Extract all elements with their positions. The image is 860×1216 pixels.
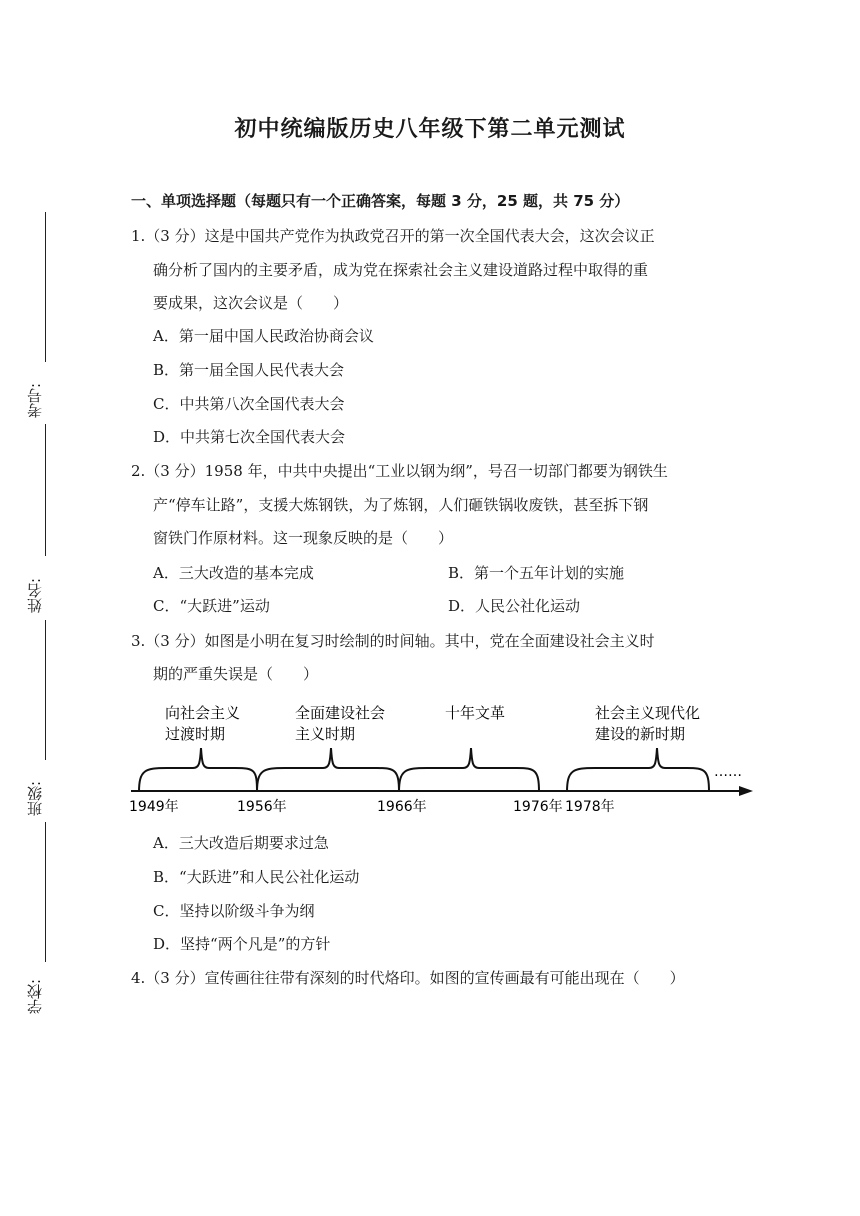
timeline-figure [127,692,757,822]
timeline-period-label: 向社会主义 [165,704,241,722]
question-1-text: 要成果，这次会议是（ ） [153,294,349,312]
timeline-period-label: 全面建设社会 [295,704,386,722]
question-2-text: 2.（3 分）1958 年，中共中央提出“工业以钢为纲”，号召一切部门都要为钢铁生 [131,462,668,480]
question-2-text: 窗铁门作原材料。这一现象反映的是（ ） [153,529,454,547]
timeline-brace [139,748,257,792]
margin-line [45,822,46,962]
question-3-option-b: B．“大跃进”和人民公社化运动 [153,868,360,886]
margin-line [45,620,46,760]
question-3-option-a: A．三大改造后期要求过急 [153,834,329,852]
question-3-text: 期的严重失误是（ ） [153,665,319,683]
timeline-year-label: 1976年 [513,799,563,815]
question-1-text: 1.（3 分）这是中国共产党作为执政党召开的第一次全国代表大会，这次会议正 [131,227,655,245]
question-3-option-d: D．坚持“两个凡是”的方针 [153,935,331,953]
timeline-period-label: 建设的新时期 [595,725,686,743]
timeline-period-label: 十年文革 [445,704,506,722]
banji-label: 班级: [26,780,44,816]
question-2-option-d: D．人民公社化运动 [448,597,581,615]
timeline-ellipsis: …… [714,764,742,780]
question-1-option-c: C．中共第八次全国代表大会 [153,395,345,413]
timeline-year-label: 1966年 [377,799,427,815]
timeline-period-label: 社会主义现代化 [595,704,701,722]
xingming-label: 姓名: [26,577,44,613]
question-2-text: 产“停车让路”，支援大炼钢铁，为了炼钢，人们砸铁锅收废铁，甚至拆下钢 [153,496,649,514]
timeline-period-label: 过渡时期 [165,725,226,743]
question-1-option-b: B．第一届全国人民代表大会 [153,361,345,379]
question-2-option-c: C．“大跃进”运动 [153,597,270,615]
question-1-text: 确分析了国内的主要矛盾，成为党在探索社会主义建设道路过程中取得的重 [153,261,649,279]
timeline-year-label: 1978年 [565,799,615,815]
timeline-year-label: 1949年 [129,799,179,815]
question-1-option-d: D．中共第七次全国代表大会 [153,428,346,446]
question-2-option-a: A．三大改造的基本完成 [153,564,314,582]
question-3-text: 3.（3 分）如图是小明在复习时绘制的时间轴。其中，党在全面建设社会主义时 [131,632,655,650]
question-2-option-b: B．第一个五年计划的实施 [448,564,625,582]
margin-line [45,212,46,362]
section-heading: 一、单项选择题（每题只有一个正确答案，每题 3 分，25 题，共 75 分） [131,192,630,210]
timeline-brace [567,748,709,792]
margin-line [45,424,46,556]
timeline-brace [399,748,539,792]
xuexiao-label: 学校: [26,978,44,1014]
page-title: 初中统编版历史八年级下第二单元测试 [234,117,626,142]
timeline-year-label: 1956年 [237,799,287,815]
kaohao-label: 考号: [26,382,44,418]
timeline-arrowhead [739,786,753,796]
question-3-option-c: C．坚持以阶级斗争为纲 [153,902,315,920]
timeline-brace [257,748,399,792]
timeline-period-label: 主义时期 [295,725,356,743]
question-4-text: 4.（3 分）宣传画往往带有深刻的时代烙印。如图的宣传画最有可能出现在（ ） [131,969,685,987]
question-1-option-a: A．第一届中国人民政治协商会议 [153,327,374,345]
